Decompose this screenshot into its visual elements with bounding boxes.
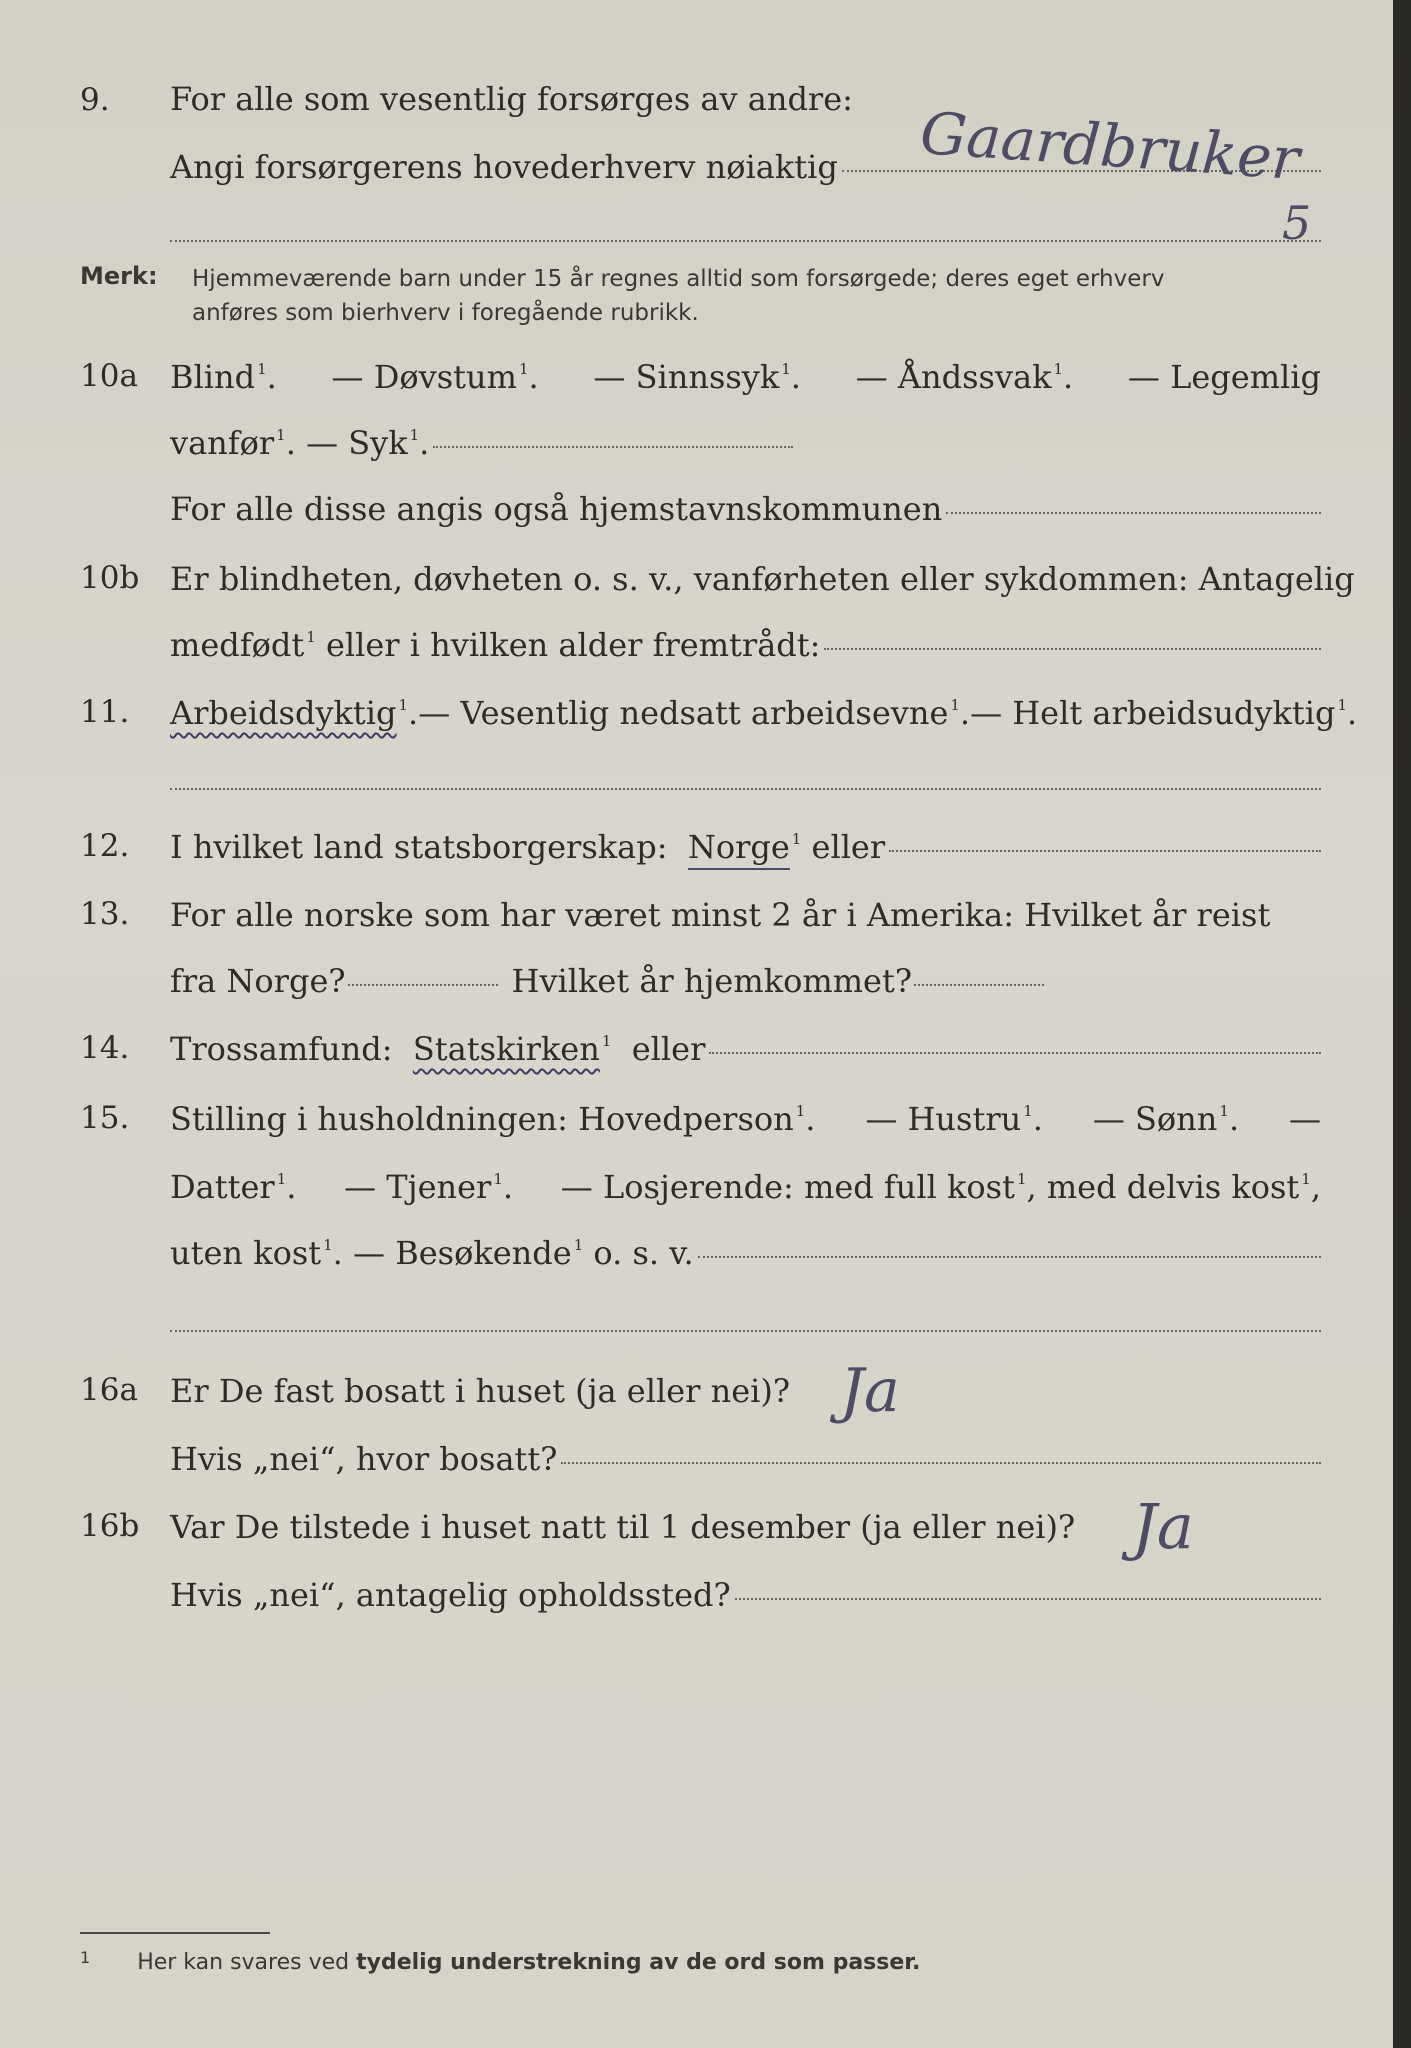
question-15-extra-line — [170, 1330, 1321, 1332]
question-9-code-mark: 5 — [1282, 196, 1312, 250]
question-14-answer-line[interactable] — [709, 1052, 1321, 1054]
question-11-extra-line — [170, 788, 1321, 790]
question-13-number: 13. — [80, 896, 130, 932]
option-legemlig[interactable]: — Legemlig — [1127, 358, 1321, 396]
option-vanfor[interactable]: vanfør $^1$. — [170, 424, 307, 462]
question-14-or: eller — [631, 1030, 706, 1068]
question-14-prompt: Trossamfund: — [170, 1030, 393, 1068]
question-16b-handwritten-answer: Ja — [1132, 1490, 1194, 1563]
question-9-extra-line — [170, 240, 1321, 242]
option-nedsatt-arbeidsevne[interactable]: — Vesentlig nedsatt arbeidsevne $^1$. — [418, 694, 971, 732]
question-15-number: 15. — [80, 1100, 130, 1136]
question-12-prompt: I hvilket land statsborgerskap: — [170, 828, 668, 866]
option-hustru[interactable]: — Hustru $^1$. — [865, 1100, 1043, 1138]
question-15-etc: o. s. v. — [593, 1234, 694, 1272]
question-14-line1 — [170, 1030, 1321, 1068]
question-13-left-line[interactable] — [348, 984, 498, 986]
question-16a-number: 16a — [80, 1372, 138, 1408]
question-9-line1 — [170, 80, 1321, 118]
question-9-text: For alle som vesentlig forsørges av andre: — [170, 80, 853, 118]
question-12-line1 — [170, 828, 1321, 866]
note-line2: anføres som bierhverv i foregående rubrikk. — [192, 300, 699, 326]
question-10a-line2 — [170, 424, 793, 462]
option-sonn[interactable]: — Sønn $^1$. — [1092, 1100, 1240, 1138]
question-13-line2 — [170, 962, 1321, 1000]
question-16a-line2 — [170, 1440, 1321, 1478]
question-9-handwritten-answer: Gaardbruker — [918, 98, 1302, 194]
question-11-line1 — [170, 694, 1358, 732]
question-13-return-line[interactable] — [914, 984, 1044, 986]
option-datter[interactable]: Datter $^1$. — [170, 1168, 297, 1206]
option-statskirken[interactable]: Statskirken $^1$ — [412, 1030, 612, 1068]
question-10a-syk-line[interactable] — [433, 446, 793, 448]
option-norge[interactable]: Norge $^1$ — [688, 828, 802, 866]
question-15-line1: Stilling i husholdningen: Hovedperson $^1$. — Hustru $^1$. — Sønn $^1$. — — [170, 1100, 1321, 1138]
question-16b-line2 — [170, 1576, 1321, 1614]
option-andssvak[interactable]: — Åndssvak $^1$. — [855, 358, 1074, 396]
question-9-prompt: Angi forsørgerens hovederhverv nøiaktig — [170, 148, 838, 186]
question-15-line2 — [170, 1168, 1321, 1206]
footnote-bold-text: tydelig understrekning av de ord som passer. — [356, 1950, 921, 1975]
question-10b-age-prompt: eller i hvilken alder fremtrådt: — [325, 626, 821, 664]
question-12-answer-line[interactable] — [889, 850, 1321, 852]
question-10b-age-line[interactable] — [824, 648, 1321, 650]
question-10a-line3 — [170, 490, 1321, 528]
question-16b-answer-line[interactable] — [735, 1598, 1321, 1600]
note-text — [192, 262, 1321, 330]
question-16a-line1: Er De fast bosatt i huset (ja eller nei)? — [170, 1372, 791, 1410]
question-16b-line1: Var De tilstede i huset natt til 1 desember (ja eller nei)? — [170, 1508, 1076, 1546]
footnote-rule — [80, 1932, 270, 1934]
option-arbeidsudyktig[interactable]: — Helt arbeidsudyktig $^1$. — [970, 694, 1358, 732]
question-16a-prompt: Hvis „nei“, hvor bosatt? — [170, 1440, 558, 1478]
option-arbeidsdyktig[interactable]: Arbeidsdyktig $^1$. — [170, 694, 419, 732]
option-dovstum[interactable]: — Døvstum $^1$. — [331, 358, 539, 396]
option-syk[interactable]: — Syk $^1$. — [306, 424, 430, 462]
footnote-mark: 1 — [80, 1948, 91, 1967]
option-medfodt[interactable]: medfødt $^1$ — [170, 626, 316, 664]
footnote-text: Her kan svares ved — [137, 1950, 350, 1975]
question-10b-number: 10b — [80, 560, 140, 596]
question-10b-line2 — [170, 626, 1321, 664]
option-hovedperson[interactable]: Stilling i husholdningen: Hovedperson $^1$. — [170, 1100, 816, 1138]
question-11-number: 11. — [80, 694, 130, 730]
question-15-line3 — [170, 1234, 1321, 1272]
footnote — [80, 1950, 920, 1975]
question-12-number: 12. — [80, 828, 130, 864]
question-15-answer-line[interactable] — [698, 1256, 1321, 1258]
question-10b-line1: Er blindheten, døvheten o. s. v., vanførheten eller sykdommen: Antagelig — [170, 560, 1355, 598]
question-13-left-prompt: fra Norge? — [170, 962, 346, 1000]
option-sinnssyk[interactable]: — Sinnssyk $^1$. — [593, 358, 801, 396]
option-besokende[interactable]: — Besøkende $^1$ — [353, 1234, 584, 1272]
question-16a-handwritten-answer: Ja — [840, 1356, 900, 1426]
question-13-return-prompt: Hvilket år hjemkommet? — [511, 962, 912, 1000]
note-line1: Hjemmeværende barn under 15 år regnes alltid som forsørgede; deres eget erhverv — [192, 266, 1165, 292]
question-16b-prompt: Hvis „nei“, antagelig opholdssted? — [170, 1576, 731, 1614]
question-10a-number: 10a — [80, 358, 138, 394]
option-blind[interactable]: Blind $^1$. — [170, 358, 277, 396]
question-9-number: 9. — [80, 82, 110, 118]
question-13-line1: For alle norske som har været minst 2 år i Amerika: Hvilket år reist — [170, 896, 1271, 934]
question-16a-answer-line[interactable] — [561, 1462, 1321, 1464]
question-10a-line1 — [170, 358, 1321, 396]
option-tjener[interactable]: — Tjener $^1$. — [344, 1168, 514, 1206]
note-label: Merk: — [80, 262, 158, 290]
question-12-or: eller — [811, 828, 886, 866]
question-16b-number: 16b — [80, 1508, 140, 1544]
question-14-number: 14. — [80, 1030, 130, 1066]
option-full-kost[interactable]: — Losjerende: med full kost $^1$, med delvis kost $^1$, — [560, 1168, 1321, 1206]
question-10a-hometown-prompt: For alle disse angis også hjemstavnskommunen — [170, 490, 943, 528]
question-10a-hometown-line[interactable] — [946, 512, 1321, 514]
option-uten-kost[interactable]: uten kost $^1$. — [170, 1234, 354, 1272]
